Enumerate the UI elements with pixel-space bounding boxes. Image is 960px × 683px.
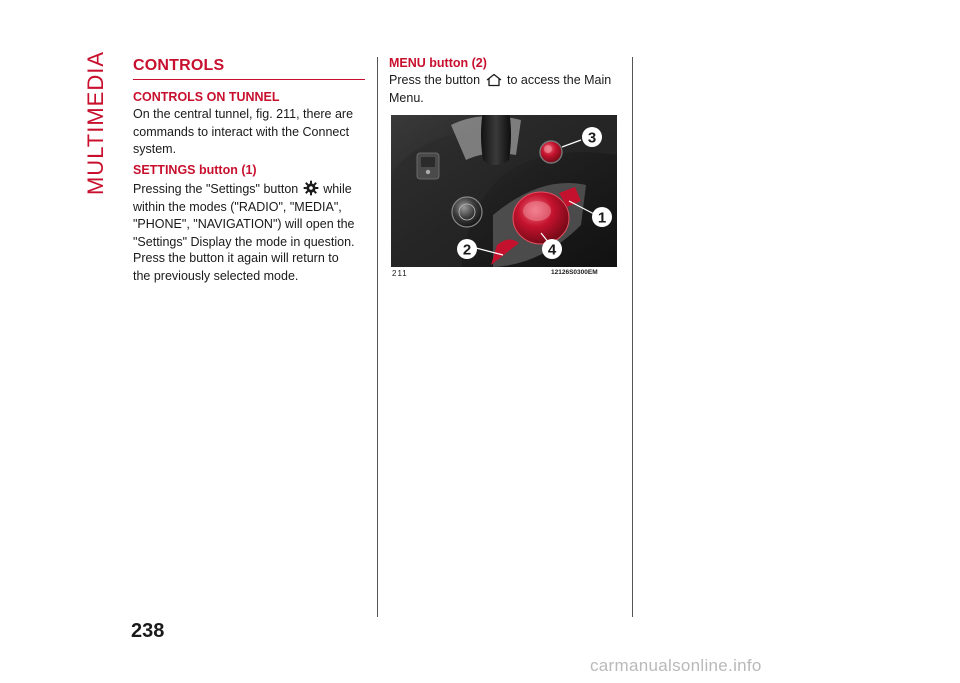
subheading-controls-on-tunnel: CONTROLS ON TUNNEL — [133, 90, 280, 104]
callout-number-1: 1 — [597, 209, 607, 227]
center-console-figure — [391, 115, 617, 267]
home-icon — [485, 73, 503, 87]
volume-knob — [452, 197, 482, 227]
watermark-link[interactable]: carmanualsonline.info — [590, 656, 762, 675]
column-divider-right — [632, 57, 633, 617]
dna-selector-highlight — [544, 145, 552, 153]
page-number: 238 — [131, 620, 165, 642]
dna-selector-knob — [540, 141, 562, 163]
center-console-illustration — [391, 115, 617, 267]
gear-icon — [303, 180, 319, 196]
rotary-controller-highlight — [523, 201, 551, 221]
menu-button-text: Press the button to access the Main Menu. — [389, 73, 612, 105]
callout-number-3: 3 — [587, 129, 597, 147]
figure-number: 211 — [392, 269, 408, 278]
controls-on-tunnel-text: On the central tunnel, fig. 211, there are commands to interact with the Connect system. — [133, 107, 354, 156]
gear-lever — [481, 115, 511, 165]
column-divider-left — [377, 57, 378, 617]
figure-code: 12126S0300EM — [551, 269, 598, 276]
subheading-menu-button: MENU button (2) — [389, 56, 487, 70]
settings-return-text: Press the button it again will return to the previously selected mode. — [133, 251, 339, 283]
section-side-label: MULTIMEDIA — [83, 50, 108, 195]
parking-brake-switch-face — [421, 157, 435, 167]
settings-button-text: Pressing the "Settings" button while within the modes ("RADIO", "MEDIA", "PHONE", "NAVIGATION") will open the "Settings" Display the mode in question. — [133, 182, 355, 249]
callout-number-2: 2 — [462, 241, 472, 259]
subheading-settings-button: SETTINGS button (1) — [133, 163, 257, 177]
parking-brake-indicator — [426, 170, 430, 174]
callout-number-4: 4 — [547, 241, 557, 259]
section-heading: CONTROLS — [133, 57, 365, 80]
